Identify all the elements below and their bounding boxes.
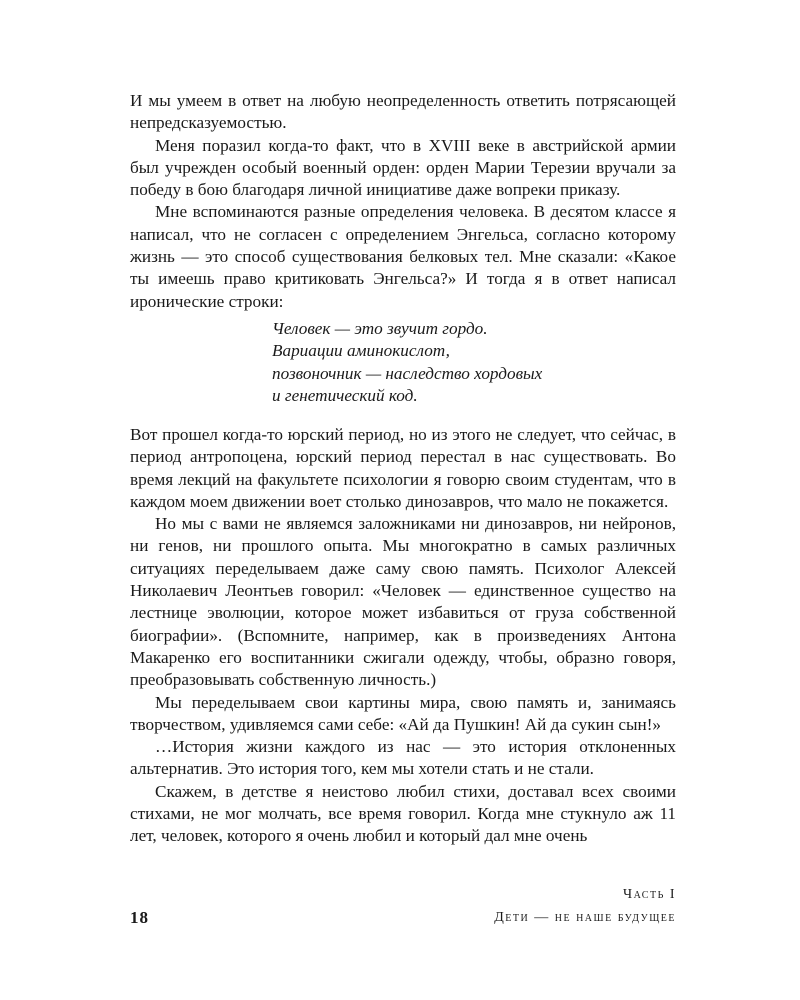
running-head-part: Часть I (622, 887, 676, 902)
poem-quote (272, 318, 542, 407)
paragraph: …История жизни каждого из нас — это история отклоненных альтернатив. Это история того, кем мы хотели стать и не стали. (130, 737, 676, 779)
paragraph: И мы умеем в ответ на любую неопределенность ответить потрясающей непредсказуемостью. (130, 91, 676, 133)
paragraph: Мы переделываем свои картины мира, свою память и, занимаясь творчеством, удивляемся сами себе: «Ай да Пушкин! Ай да сукин сын!» (130, 692, 676, 734)
poem-line: и генетический код. (272, 385, 418, 405)
paragraph: Но мы с вами не являемся заложниками ни динозавров, ни нейронов, ни генов, ни прошлого опыта. Мы многократно в самых различных ситуациях переделываем даже саму свою память. Психолог Алексей Николаевич Леонтьев говорил: «Человек — единственное существо на лестнице эволюции, которое может избавиться от груза собственной биографии». (Вспомните, например, как в произведениях Антона Макаренко его воспитанники сжигали одежду, чтобы, образно говоря, преобразовывать собственную личность.) (130, 514, 676, 690)
running-head-chapter: Дети — не наше будущее (494, 910, 676, 925)
poem-line: позвоночник — наследство хордовых (272, 363, 543, 383)
poem-line: Вариации аминокислот, (272, 341, 450, 361)
paragraph: Меня поразил когда-то факт, что в XVIII веке в австрийской армии был учрежден особый военный орден: орден Марии Терезии вручали за победу в бою благодаря личной инициативе даже вопреки приказу. (130, 135, 676, 200)
body-text-top (130, 90, 676, 313)
paragraph: Вот прошел когда-то юрский период, но из этого не следует, что сейчас, в период антропоцена, юрский период перестал в нас существовать. Во время лекций на факультете психологии я говорю своим студентам, что в каждом моем движении воет столько динозавров, что мало не покажется. (130, 425, 676, 511)
paragraph: Скажем, в детстве я неистово любил стихи, доставал всех своими стихами, не мог молчать, все время говорил. Когда мне стукнуло аж 11 лет, человек, которого я очень любил и который дал мне очень (130, 781, 676, 846)
paragraph: Мне вспоминаются разные определения человека. В десятом классе я написал, что не согласен с определением Энгельса, согласно которому жизнь — это способ существования белковых тел. Мне сказали: «Какое ты имеешь право критиковать Энгельса?» И тогда я в ответ написал иронические строки: (130, 202, 676, 311)
page-number: 18 (130, 908, 149, 927)
body-text-bottom (130, 424, 676, 848)
poem-line: Человек — это звучит гордо. (272, 319, 488, 338)
